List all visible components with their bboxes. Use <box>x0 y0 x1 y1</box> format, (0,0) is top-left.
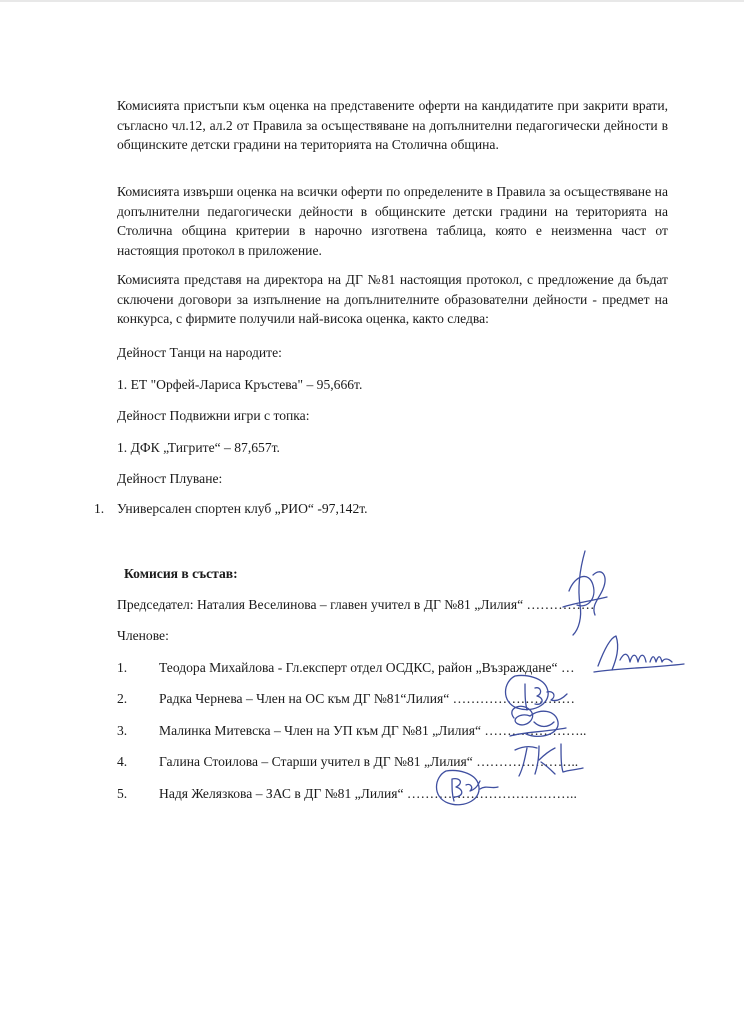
member-line: Радка Чернева – Член на ОС към ДГ №81“Лилия“ ……………………… <box>159 691 576 706</box>
members-label: Членове: <box>117 628 169 643</box>
commission-title: Комисия в състав: <box>124 566 238 581</box>
activity-heading-dances: Дейност Танци на народите: <box>117 345 282 360</box>
scan-edge <box>0 0 744 2</box>
activity-entry-dances: 1. ЕТ "Орфей-Лариса Кръстева" – 95,666т. <box>117 377 363 392</box>
member-number: 2. <box>117 691 128 706</box>
paragraph-evaluation: Комисията пристъпи към оценка на представените оферти на кандидатите при закрити врати, съгласно чл.12, ал.2 от Правила за осъществяване на допълнителни педагогически дейности в общинските детски градини на територията на Столична община. <box>117 98 668 152</box>
member-number: 4. <box>117 754 128 769</box>
member-number: 3. <box>117 723 128 738</box>
member-line: Галина Стоилова – Старши учител в ДГ №81 „Лилия“ ………………….. <box>159 754 579 769</box>
activity-heading-ball-games: Дейност Подвижни игри с топка: <box>117 408 310 423</box>
activity-heading-swimming: Дейност Плуване: <box>117 471 223 486</box>
paragraph-criteria: Комисията извърши оценка на всички оферти по определените в Правила за осъществяване на допълнителни педагогически дейности в общинските детски градини на територията на Столична община критерии в нарочно изготвена таблица, която е неизменна част от настоящия протокол в приложение. <box>117 184 668 258</box>
activity-entry-swimming: Универсален спортен клуб „РИО“ -97,142т. <box>117 501 368 516</box>
member-line: Теодора Михайлова - Гл.експерт отдел ОСДКС, район „Възраждане“ … <box>159 660 575 675</box>
member-line: Малинка Митевска – Член на УП към ДГ №81 „Лилия“ ………………….. <box>159 723 587 738</box>
paragraph-proposal: Комисията представя на директора на ДГ №81 настоящия протокол, с предложение да бъдат сключени договори за изпълнение на допълнителните образователни дейности - предмет на конкурса, с фирмите получили най-висока оценка, както следва: <box>117 272 668 326</box>
member-1-signature <box>590 630 690 680</box>
activity-entry-ball-games: 1. ДФК „Тигрите“ – 87,657т. <box>117 440 280 455</box>
member-number: 1. <box>117 660 128 675</box>
member-line: Надя Желязкова – ЗАС в ДГ №81 „Лилия“ ……………………………….. <box>159 786 577 801</box>
commission-chair: Председател: Наталия Веселинова – главен учител в ДГ №81 „Лилия“ …………… <box>117 597 595 612</box>
chair-signature <box>555 545 615 640</box>
member-number: 5. <box>117 786 128 801</box>
activity-number-swimming: 1. <box>94 501 105 516</box>
